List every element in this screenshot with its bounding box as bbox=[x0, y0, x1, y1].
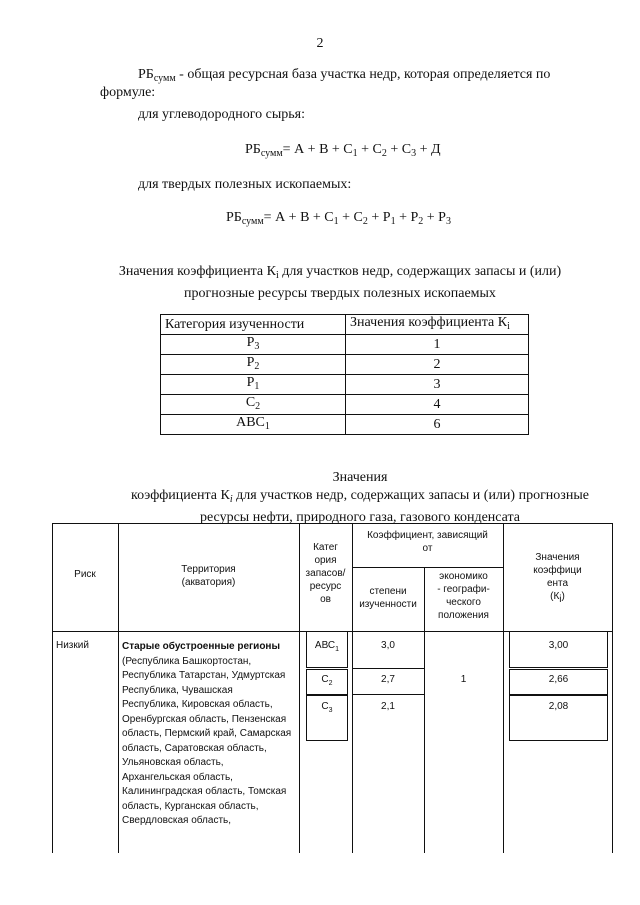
header-econ bbox=[424, 570, 503, 622]
hydrocarbon-label: для углеводородного сырья: bbox=[138, 107, 305, 122]
caption-sub: i bbox=[275, 270, 279, 281]
header-territory bbox=[118, 563, 299, 589]
header-coef-group bbox=[352, 529, 503, 555]
table1-caption-line-1 bbox=[60, 263, 620, 285]
caption-text: коэффициента К bbox=[131, 488, 230, 503]
table2-caption-line-3: ресурсы нефти, природного газа, газового конденсата bbox=[199, 510, 521, 525]
cell-value: 4 bbox=[346, 395, 529, 415]
cat-text: С bbox=[321, 701, 329, 712]
cat-text: АВС bbox=[314, 640, 336, 651]
formula-term: + Д bbox=[416, 142, 441, 157]
header-value-sub: i bbox=[507, 321, 510, 332]
formula-term: + С bbox=[386, 142, 412, 157]
formula-lhs-sub: сумм bbox=[260, 148, 283, 159]
header-values-line: Значения bbox=[535, 552, 580, 563]
cell-value: 2 bbox=[346, 355, 529, 375]
table2-caption-line-1: Значения bbox=[332, 470, 388, 485]
header-category-line: Катег bbox=[313, 542, 338, 553]
econ-value: 1 bbox=[460, 674, 467, 685]
table-row bbox=[161, 415, 529, 435]
cat-sub: 3 bbox=[254, 341, 260, 352]
formula-lhs: РБ bbox=[245, 142, 261, 157]
cell-value: 3 bbox=[346, 375, 529, 395]
header-coef-line: от bbox=[422, 543, 433, 554]
definition-line-1 bbox=[138, 66, 608, 88]
formula-sub: 2 bbox=[418, 216, 424, 227]
table2-caption-line-2 bbox=[60, 487, 640, 509]
table2-caption bbox=[60, 469, 640, 527]
header-study bbox=[352, 585, 424, 611]
header-category-line: ов bbox=[320, 594, 331, 605]
table-border bbox=[352, 694, 424, 695]
table-border bbox=[612, 523, 613, 853]
cell-value: 6 bbox=[346, 415, 529, 435]
table-row bbox=[161, 355, 529, 375]
cat-sub: 3 bbox=[328, 707, 333, 714]
table-header-row bbox=[161, 315, 529, 335]
table1-caption bbox=[60, 263, 620, 303]
cat-sub: 2 bbox=[254, 361, 260, 372]
cat-sub: 1 bbox=[254, 381, 260, 392]
row-category bbox=[306, 700, 348, 717]
header-econ-line: - географи- bbox=[437, 584, 490, 595]
definition-text: - общая ресурсная база участка недр, которая определяется по bbox=[175, 67, 551, 82]
symbol-sub: сумм bbox=[153, 73, 176, 84]
table-border bbox=[352, 567, 503, 568]
territory-text bbox=[122, 640, 292, 829]
header-category-line: запасов/ bbox=[305, 568, 346, 579]
header-category: Категория изученности bbox=[161, 315, 346, 335]
formula-term: + Р bbox=[395, 210, 419, 225]
cell-value: 1 bbox=[346, 335, 529, 355]
formula-sub: 1 bbox=[352, 148, 358, 159]
header-category-line: ория bbox=[314, 555, 337, 566]
formula-lhs: РБ bbox=[226, 210, 242, 225]
header-values-line: коэффици bbox=[533, 565, 582, 576]
cat-text: С bbox=[245, 395, 256, 410]
table-border bbox=[352, 523, 353, 853]
formula-term: + Р bbox=[367, 210, 391, 225]
sym-text: ) bbox=[561, 591, 565, 602]
cat-sub: 1 bbox=[335, 646, 340, 653]
territory-bold: Старые обустроенные регионы bbox=[122, 641, 281, 652]
table-solid-coefficients bbox=[160, 314, 529, 435]
header-risk: Риск bbox=[74, 569, 96, 580]
row-value: 2,08 bbox=[548, 701, 569, 712]
row-category bbox=[306, 673, 348, 690]
row-value: 2,66 bbox=[548, 674, 569, 685]
header-study-line: степени bbox=[369, 586, 407, 597]
cat-sub: 1 bbox=[264, 421, 270, 432]
table-border bbox=[52, 523, 612, 524]
row-study: 2,1 bbox=[381, 701, 395, 712]
header-coef-line: Коэффициент, зависящий bbox=[367, 530, 488, 541]
formula-sub: 2 bbox=[362, 216, 368, 227]
risk-level: Низкий bbox=[56, 640, 89, 651]
caption-text: для участков недр, содержащих запасы и (или) bbox=[278, 264, 562, 279]
formula-sub: 2 bbox=[381, 148, 387, 159]
cat-text: Р bbox=[246, 355, 255, 370]
table1-caption-line-2: прогнозные ресурсы твердых полезных ископаемых bbox=[184, 286, 496, 301]
table-row bbox=[161, 395, 529, 415]
row-study: 2,7 bbox=[381, 674, 395, 685]
row-study: 3,0 bbox=[381, 640, 395, 651]
symbol: РБ bbox=[138, 67, 154, 82]
cell-category bbox=[161, 375, 346, 395]
cell-category bbox=[161, 415, 346, 435]
formula-sub: 1 bbox=[390, 216, 396, 227]
cell-category bbox=[161, 335, 346, 355]
cat-sub: 2 bbox=[255, 401, 261, 412]
formula-lhs-sub: сумм bbox=[241, 216, 264, 227]
header-econ-line: положения bbox=[438, 610, 489, 621]
cat-sub: 2 bbox=[328, 680, 333, 687]
formula-solid bbox=[226, 210, 451, 227]
table-row bbox=[161, 375, 529, 395]
formula-rhs: = А + В + С bbox=[282, 142, 353, 157]
cat-text: С bbox=[321, 674, 329, 685]
cat-text: Р bbox=[246, 335, 255, 350]
formula-term: + С bbox=[338, 210, 363, 225]
sym-text: (К bbox=[550, 591, 560, 602]
formula-sub: 1 bbox=[333, 216, 339, 227]
definition-line-2: формуле: bbox=[100, 85, 156, 100]
formula-hydrocarbon bbox=[245, 142, 441, 159]
header-econ-line: ческого bbox=[446, 597, 481, 608]
table-oil-gas-coefficients bbox=[52, 523, 612, 853]
page-number: 2 bbox=[316, 36, 324, 51]
cell-category bbox=[161, 395, 346, 415]
header-values bbox=[503, 551, 612, 606]
header-values-line: ента bbox=[546, 578, 569, 589]
caption-text: для участков недр, содержащих запасы и (или) прогнозные bbox=[232, 488, 589, 503]
formula-term: + С bbox=[357, 142, 382, 157]
formula-rhs: = А + В + С bbox=[263, 210, 334, 225]
formula-sub: 3 bbox=[411, 148, 417, 159]
sym-sub: i bbox=[559, 594, 562, 605]
formula-term: + Р bbox=[423, 210, 446, 225]
table-border bbox=[352, 668, 424, 669]
formula-sub: 3 bbox=[445, 216, 451, 227]
header-value-text: Значения коэффициента К bbox=[350, 315, 508, 330]
row-category bbox=[306, 639, 348, 656]
header-values-symbol bbox=[503, 590, 612, 606]
header-econ-line: экономико bbox=[439, 571, 488, 582]
header-value bbox=[346, 315, 529, 335]
cat-text: АВС bbox=[236, 415, 265, 430]
caption-sub: i bbox=[229, 494, 233, 505]
table-row bbox=[161, 335, 529, 355]
cat-text: Р bbox=[246, 375, 255, 390]
header-category bbox=[299, 541, 352, 606]
caption-text: Значения коэффициента К bbox=[118, 264, 276, 279]
header-territory-line: (акватория) bbox=[181, 577, 236, 588]
header-category-line: ресурс bbox=[309, 581, 342, 592]
header-study-line: изученности bbox=[359, 599, 417, 610]
cell-category bbox=[161, 355, 346, 375]
header-territory-line: Территория bbox=[181, 564, 236, 575]
row-value: 3,00 bbox=[548, 640, 569, 651]
solid-label: для твердых полезных ископаемых: bbox=[138, 177, 352, 192]
territory-regions: (Республика Башкортостан, Республика Татарстан, Удмуртская Республика, Чувашская Республика, Кировская область, Оренбургская область, Пензенская область, Пермский край, Самарская область, Саратовская область, Ульяновская область, Архангельская область, Калининградская область, Томская область, Курганская область, Свердловская область, bbox=[122, 655, 292, 826]
